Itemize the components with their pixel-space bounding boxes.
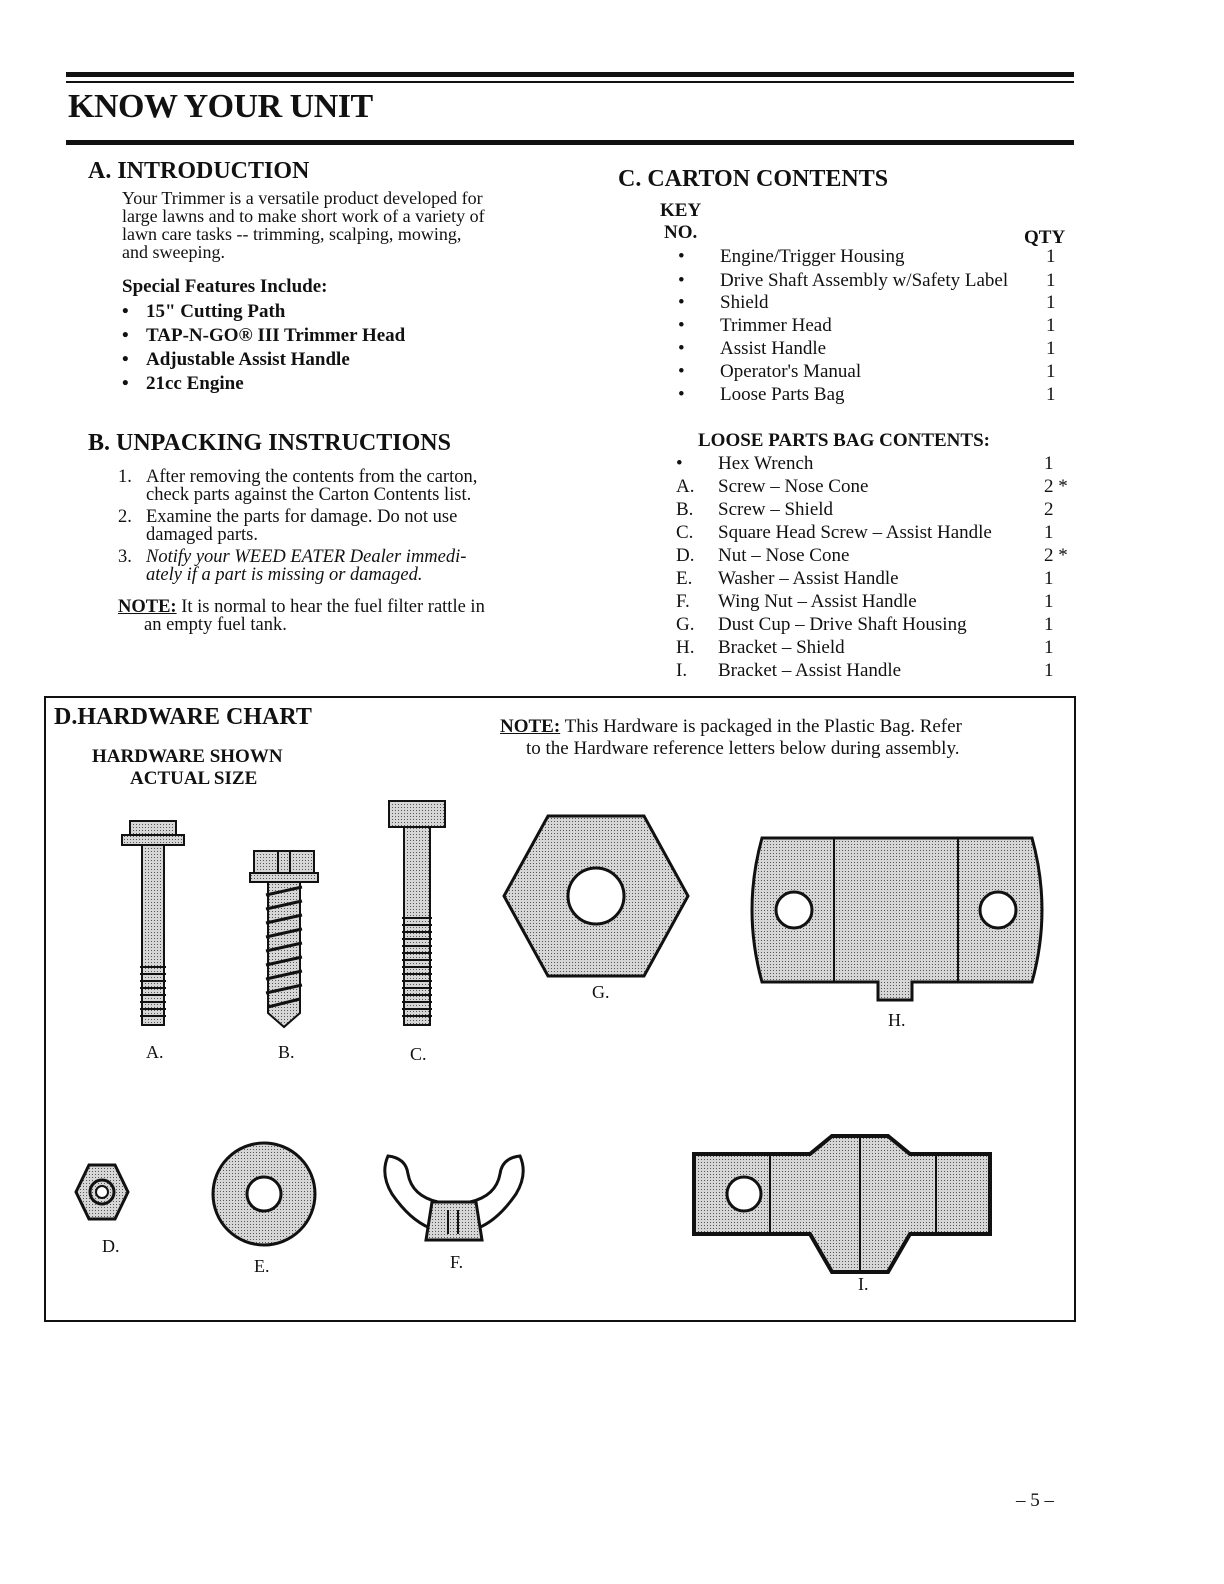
- loose-row: E. Washer – Assist Handle 1: [676, 568, 1054, 589]
- intro-line: and sweeping.: [122, 242, 225, 262]
- hardware-a-label: A.: [146, 1042, 164, 1062]
- carton-heading: C. CARTON CONTENTS: [618, 166, 889, 192]
- hardware-g-dust-cup-icon: [500, 812, 692, 980]
- page-title: KNOW YOUR UNIT: [68, 88, 373, 125]
- hardware-h-bracket-shield-icon: [740, 832, 1052, 1004]
- hardware-note-label: NOTE:: [500, 716, 561, 737]
- hardware-f-label: F.: [450, 1252, 464, 1272]
- features-heading: Special Features Include:: [122, 276, 328, 297]
- hardware-i-bracket-assist-handle-icon: [692, 1132, 994, 1276]
- carton-row: • Operator's Manual 1: [678, 361, 1056, 382]
- key-label: KEY: [660, 200, 702, 221]
- intro-line: large lawns and to make short work of a variety of: [122, 206, 485, 226]
- page-number: – 5 –: [1016, 1490, 1054, 1511]
- feature-item: • Adjustable Assist Handle: [122, 349, 350, 370]
- hardware-c-label: C.: [410, 1044, 427, 1064]
- step-3: 3. Notify your WEED EATER Dealer immedi- ately if a part is missing or damaged.: [118, 547, 467, 585]
- loose-row: F. Wing Nut – Assist Handle 1: [676, 591, 1054, 612]
- bullet-icon: •: [122, 325, 129, 346]
- hardware-shown-line-1: HARDWARE SHOWN: [92, 746, 283, 767]
- hardware-f-wing-nut-icon: [378, 1150, 530, 1244]
- loose-parts-heading: LOOSE PARTS BAG CONTENTS:: [698, 430, 990, 451]
- hardware-e-label: E.: [254, 1256, 270, 1276]
- carton-row: • Shield 1: [678, 292, 1056, 313]
- bullet-icon: •: [122, 373, 129, 394]
- hardware-c-square-head-screw-icon: [386, 798, 448, 1030]
- step-1: 1. After removing the contents from the carton, check parts against the Carton Contents list.: [118, 467, 478, 505]
- no-label: NO.: [664, 222, 698, 243]
- loose-row: • Hex Wrench 1: [676, 453, 1054, 474]
- hardware-shown-line-2: ACTUAL SIZE: [130, 768, 258, 789]
- top-rule-thin: [66, 81, 1074, 83]
- carton-row: • Drive Shaft Assembly w/Safety Label 1: [678, 270, 1056, 291]
- hardware-e-washer-icon: [208, 1140, 320, 1248]
- features-list: [122, 300, 405, 396]
- carton-row: • Assist Handle 1: [678, 338, 1056, 359]
- hardware-d-nut-icon: [74, 1162, 130, 1222]
- feature-item: • TAP-N-GO® III Trimmer Head: [122, 325, 406, 346]
- feature-item: • 15" Cutting Path: [122, 301, 286, 322]
- carton-row: • Trimmer Head 1: [678, 315, 1056, 336]
- unpacking-heading: B. UNPACKING INSTRUCTIONS: [88, 430, 451, 456]
- intro-heading: A. INTRODUCTION: [88, 158, 310, 184]
- top-rule: [66, 72, 1074, 77]
- hardware-note: NOTE: This Hardware is packaged in the Plastic Bag. Refer to the Hardware reference letters below during assembly.: [500, 716, 962, 759]
- unpacking-note: NOTE: It is normal to hear the fuel filter rattle in an empty fuel tank.: [118, 597, 485, 635]
- loose-row: A. Screw – Nose Cone 2 *: [676, 476, 1068, 497]
- loose-row: B. Screw – Shield 2: [676, 499, 1054, 520]
- note-label: NOTE:: [118, 597, 177, 617]
- intro-line: lawn care tasks -- trimming, scalping, mowing,: [122, 224, 462, 244]
- carton-row: • Loose Parts Bag 1: [678, 384, 1056, 405]
- hardware-b-screw-icon: [248, 845, 320, 1030]
- hardware-i-label: I.: [858, 1274, 869, 1294]
- loose-row: I. Bracket – Assist Handle 1: [676, 660, 1054, 681]
- loose-row: C. Square Head Screw – Assist Handle 1: [676, 522, 1054, 543]
- hardware-heading: D.HARDWARE CHART: [54, 704, 312, 730]
- loose-row: D. Nut – Nose Cone 2 *: [676, 545, 1068, 566]
- intro-line: Your Trimmer is a versatile product developed for: [122, 188, 483, 208]
- hardware-d-label: D.: [102, 1236, 120, 1256]
- loose-row: G. Dust Cup – Drive Shaft Housing 1: [676, 614, 1054, 635]
- unpacking-steps: [118, 468, 568, 584]
- hardware-b-label: B.: [278, 1042, 295, 1062]
- qty-label: QTY: [1024, 227, 1066, 248]
- step-2: 2. Examine the parts for damage. Do not use damaged parts.: [118, 507, 458, 545]
- hardware-g-label: G.: [592, 982, 610, 1002]
- carton-row: • Engine/Trigger Housing 1: [678, 246, 1056, 267]
- bullet-icon: •: [122, 349, 129, 370]
- hardware-h-label: H.: [888, 1010, 906, 1030]
- loose-row: H. Bracket – Shield 1: [676, 637, 1054, 658]
- bullet-icon: •: [122, 301, 129, 322]
- title-underline: [66, 140, 1074, 145]
- intro-text: [122, 189, 562, 261]
- hardware-a-screw-icon: [118, 815, 188, 1030]
- feature-item: • 21cc Engine: [122, 373, 244, 394]
